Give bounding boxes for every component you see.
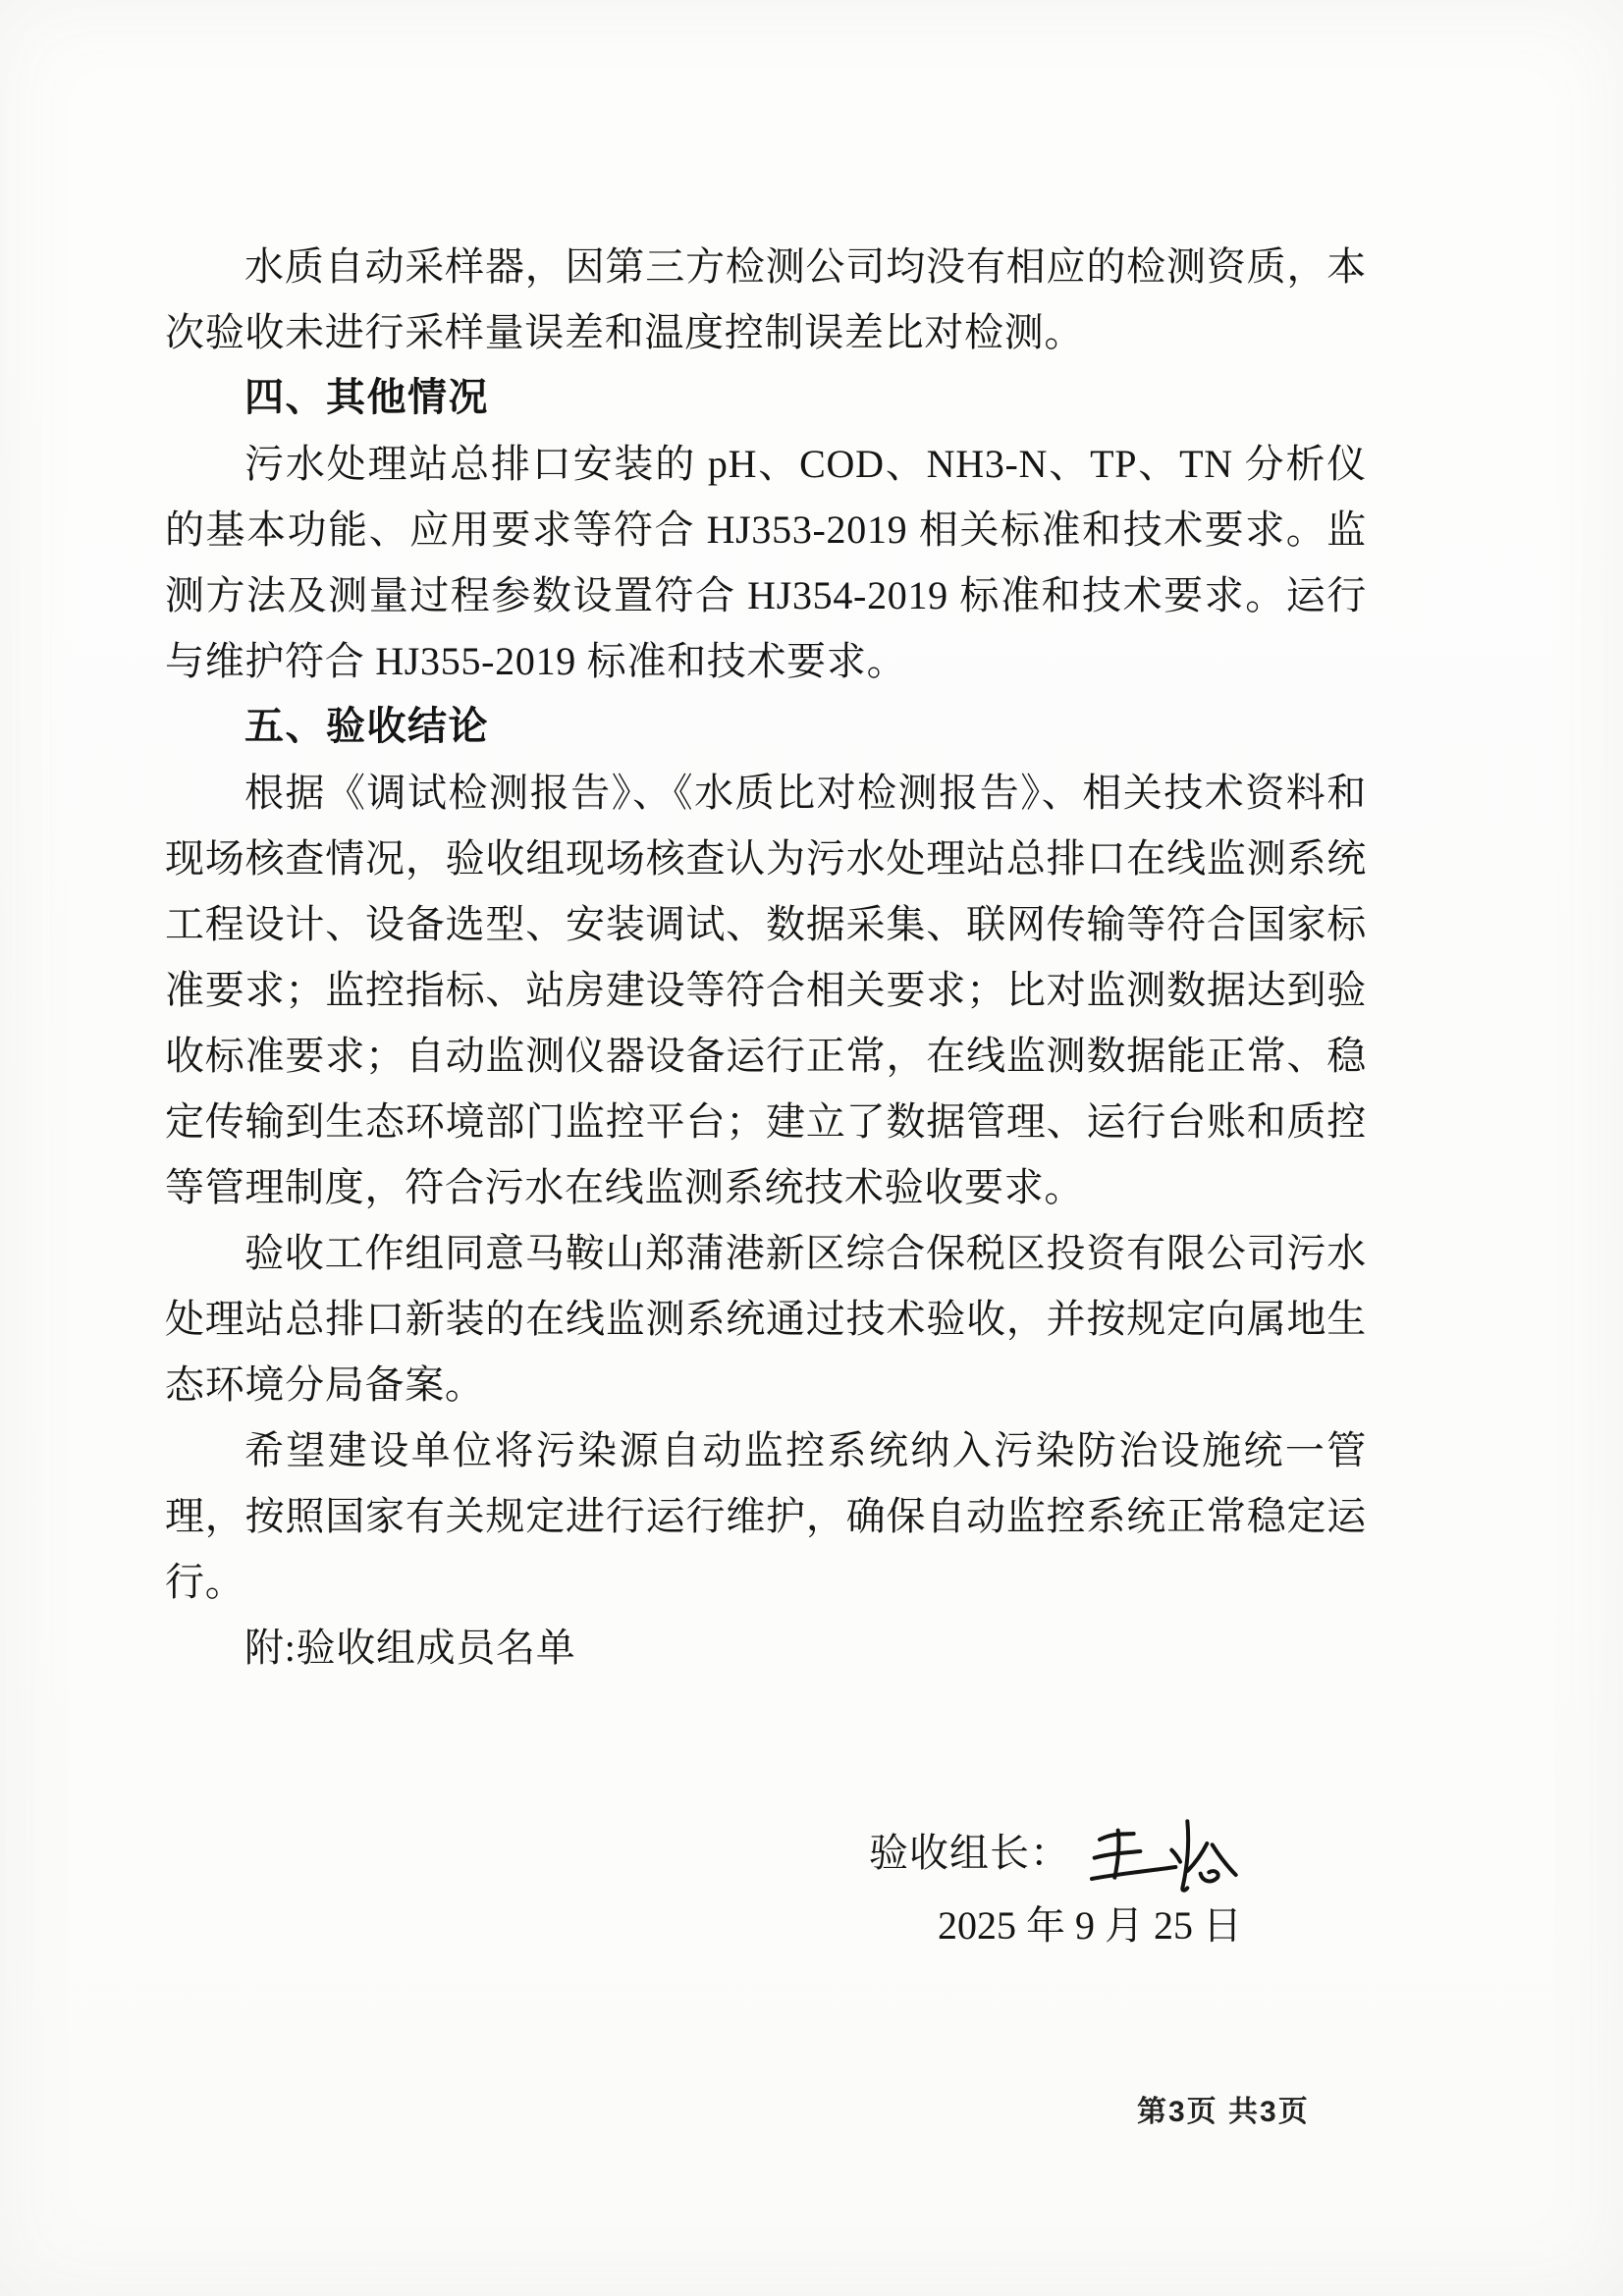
signature-handwriting [1088,1810,1245,1908]
page-number: 第3页 共3页 [1137,2096,1310,2128]
paragraph-conclusion-approval: 验收工作组同意马鞍山郑蒲港新区综合保税区投资有限公司污水处理站总排口新装的在线监测系统通过技术验收，并按规定向属地生态环境分局备案。 [165,1231,1367,1407]
signature-block [869,1824,1245,1908]
signature-label: 验收组长： [869,1831,1070,1875]
signature-date: 2025 年 9 月 25 日 [938,1903,1242,1948]
document-body [165,234,1367,1681]
attachment-note: 附:验收组成员名单 [244,1626,576,1670]
paragraph-other-situations: 污水处理站总排口安装的 pH、COD、NH3-N、TP、TN 分析仪的基本功能、应用要求等符合 HJ353-2019 相关标准和技术要求。监测方法及测量过程参数设置符合 HJ354-2019 标准和技术要求。运行与维护符合 HJ355-2019 标准和技术要求。 [165,442,1367,683]
section-heading-other-situations: 四、其他情况 [244,376,489,419]
section-heading-acceptance-conclusion: 五、验收结论 [244,705,489,748]
paragraph-sampler-note: 水质自动采样器，因第三方检测公司均没有相应的检测资质，本次验收未进行采样量误差和温度控制误差比对检测。 [165,244,1367,354]
paragraph-conclusion-basis: 根据《调试检测报告》、《水质比对检测报告》、相关技术资料和现场核查情况，验收组现场核查认为污水处理站总排口在线监测系统工程设计、设备选型、安装调试、数据采集、联网传输等符合国家标准要求；监控指标、站房建设等符合相关要求；比对监测数据达到验收标准要求；自动监测仪器设备运行正常，在线监测数据能正常、稳定传输到生态环境部门监控平台；建立了数据管理、运行台账和质控等管理制度，符合污水在线监测系统技术验收要求。 [165,771,1367,1209]
paragraph-hope-management: 希望建设单位将污染源自动监控系统纳入污染防治设施统一管理，按照国家有关规定进行运行维护，确保自动监控系统正常稳定运行。 [165,1428,1367,1604]
